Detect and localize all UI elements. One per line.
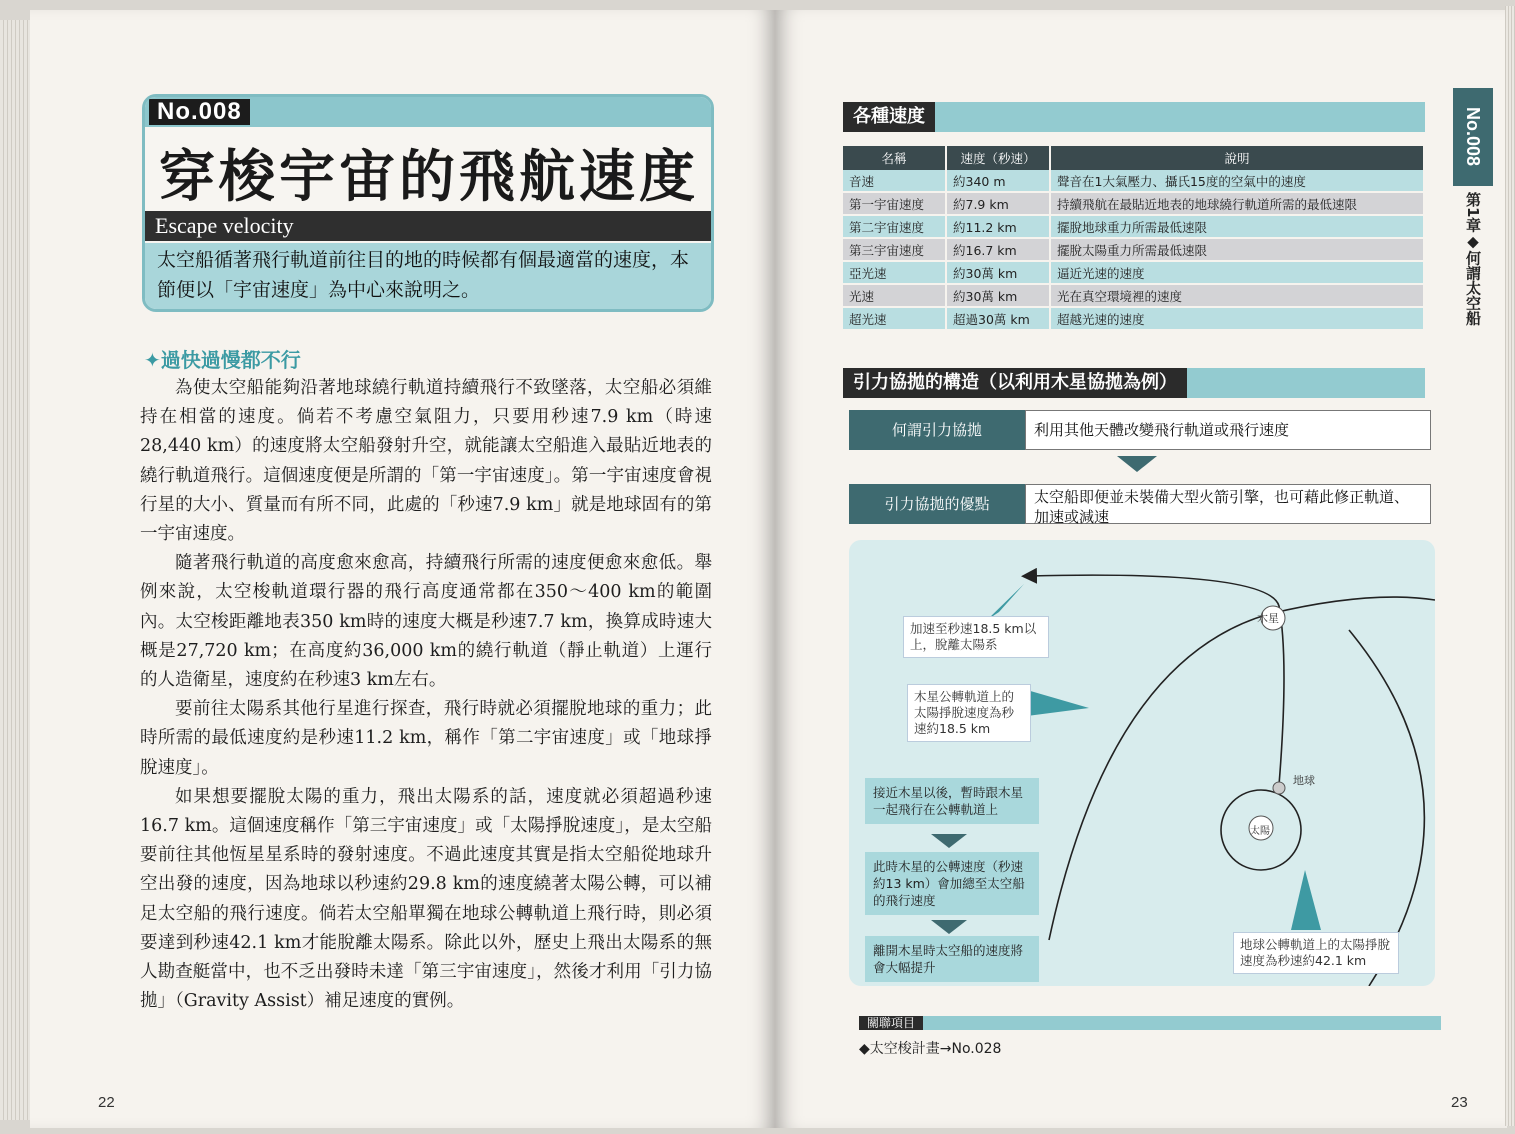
jupiter-orbit-path [1049, 597, 1435, 940]
callout-acceleration: 加速至秒速18.5 km以上，脫離太陽系 [903, 616, 1049, 658]
definition-text: 太空船即便並未裝備大型火箭引擎，也可藉此修正軌道、加速或減速 [1025, 484, 1431, 524]
definition-label: 引力協拋的優點 [849, 484, 1025, 524]
table-cell: 超光速 [843, 307, 946, 330]
side-number: No.008 [1453, 88, 1493, 186]
table-cell: 光在真空環境裡的速度 [1050, 284, 1424, 307]
table-cell: 亞光速 [843, 261, 946, 284]
table-cell: 聲音在1大氣壓力、攝氏15度的空氣中的速度 [1050, 170, 1424, 192]
table-row [843, 261, 1424, 284]
table-cell: 約7.9 km [946, 192, 1050, 215]
related-link[interactable]: ◆太空梭計畫→No.028 [859, 1041, 1002, 1057]
english-subtitle: Escape velocity [145, 211, 711, 241]
gravity-section-title: 引力協拋的構造（以利用木星協拋為例） [843, 368, 1187, 398]
page-number-right: 23 [1451, 1094, 1468, 1111]
table-row [843, 284, 1424, 307]
table-header-row [843, 146, 1424, 170]
section-heading: ✦過快過慢都不行 [144, 348, 301, 372]
table-cell: 第三宇宙速度 [843, 238, 946, 261]
table-cell: 第二宇宙速度 [843, 215, 946, 238]
page-title: 穿梭宇宙的飛航速度 [159, 145, 699, 210]
related-title: 關聯項目 [859, 1016, 923, 1030]
table-cell: 第一宇宙速度 [843, 192, 946, 215]
callout-pointer [987, 584, 1024, 620]
table-header: 說明 [1050, 146, 1424, 170]
side-tab [1453, 88, 1493, 358]
left-page [30, 10, 775, 1128]
gravity-section-bar [843, 368, 1425, 398]
table-cell: 持續飛航在最貼近地表的地球繞行軌道所需的最低速限 [1050, 192, 1424, 215]
table-cell: 逼近光速的速度 [1050, 261, 1424, 284]
speed-table [843, 146, 1425, 331]
spacecraft-trajectory [1029, 575, 1284, 785]
side-chapter: 第1章◆何謂太空船 [1464, 192, 1482, 326]
table-row [843, 307, 1424, 330]
body-text [140, 374, 712, 1016]
table-header: 速度（秒速） [946, 146, 1050, 170]
number-badge: No.008 [149, 99, 250, 125]
paragraph-4: 如果想要擺脫太陽的重力，飛出太陽系的話，速度就必須超過秒速16.7 km。這個速度稱作「第三宇宙速度」或「太陽掙脫速度」，是太空船要前往其他恆星星系時的發射速度。不過此速度其實是指太空船從地球升空出發的速度，因為地球以秒速約29.8 km的速度繞著太陽公轉，可以補足太空船的飛行速度。倘若太空船單獨在地球公轉軌道上飛行時，則必須要達到秒速42.1 km才能脫離太陽系。除此以外，歷史上飛出太陽系的無人勘查艇當中，也不乏出發時未達「第三宇宙速度」，然後才利用「引力協拋」（Gravity Assist）補足速度的實例。 [140, 786, 712, 1012]
callout-pointer [1291, 870, 1321, 930]
earth-marker [1273, 782, 1285, 794]
table-cell: 約340 m [946, 170, 1050, 192]
related-bar [859, 1016, 1441, 1030]
speed-section-bar [843, 102, 1425, 132]
table-cell: 光速 [843, 284, 946, 307]
table-cell: 約11.2 km [946, 215, 1050, 238]
callout-jupiter-orbit: 木星公轉軌道上的太陽掙脫速度為秒速約18.5 km [907, 684, 1031, 742]
paragraph-1: 為使太空船能夠沿著地球繞行軌道持續飛行不致墜落，太空船必須維持在相當的速度。倘若不考慮空氣阻力，只要用秒速7.9 km（時速28,440 km）的速度將太空船發射升空，就能讓太空船進入最貼近地表的繞行軌道飛行。這個速度便是所謂的「第一宇宙速度」。第一宇宙速度會視行星的大小、質量而有所不同，此處的「秒速7.9 km」就是地球固有的第一宇宙速度。 [140, 378, 712, 545]
table-header: 名稱 [843, 146, 946, 170]
paragraph-3: 要前往太陽系其他行星進行探查，飛行時就必須擺脫地球的重力；此時所需的最低速度約是秒速11.2 km，稱作「第二宇宙速度」或「地球掙脫速度」。 [140, 699, 712, 778]
page-number-left: 22 [98, 1094, 115, 1111]
table-row [843, 238, 1424, 261]
label-earth: 地球 [1293, 774, 1315, 787]
table-cell: 音速 [843, 170, 946, 192]
book-page-edges-left [0, 20, 32, 1120]
label-jupiter: 木星 [1257, 612, 1279, 625]
book-page-edges-right [1505, 6, 1515, 1126]
title-box [142, 94, 714, 312]
gravity-assist-diagram [849, 540, 1435, 986]
table-cell: 超越光速的速度 [1050, 307, 1424, 330]
step-approach: 接近木星以後，暫時跟木星一起飛行在公轉軌道上 [865, 778, 1039, 824]
down-arrow-icon [1117, 456, 1157, 472]
paragraph-2: 隨著飛行軌道的高度愈來愈高，持續飛行所需的速度便愈來愈低。舉例來說，太空梭軌道環行器的飛行高度通常都在350～400 km的範圍內。太空梭距離地表350 km時的速度大概是秒速7.7 km，換算成時速大概是27,720 km；在高度約36,000 km的繞行軌道（靜止軌道）上運行的人造衛星，速度約在秒速3 km左右。 [140, 553, 712, 691]
table-row [843, 215, 1424, 238]
speed-section-title: 各種速度 [843, 102, 935, 132]
table-row [843, 192, 1424, 215]
table-row [843, 170, 1424, 192]
table-cell: 約30萬 km [946, 261, 1050, 284]
step-add-speed: 此時木星的公轉速度（秒速約13 km）會加總至太空船的飛行速度 [865, 852, 1039, 915]
callout-earth-orbit: 地球公轉軌道上的太陽掙脫速度為秒速約42.1 km [1233, 932, 1399, 974]
table-cell: 超過30萬 km [946, 307, 1050, 330]
down-arrow-icon [931, 834, 967, 848]
table-cell: 約16.7 km [946, 238, 1050, 261]
right-page [775, 10, 1507, 1128]
table-cell: 約30萬 km [946, 284, 1050, 307]
definition-label: 何謂引力協拋 [849, 410, 1025, 450]
related-items [859, 1016, 1441, 1058]
step-leave: 離開木星時太空船的速度將會大幅提升 [865, 936, 1039, 982]
label-sun: 太陽 [1250, 826, 1270, 837]
table-cell: 擺脫太陽重力所需最低速限 [1050, 238, 1424, 261]
table-cell: 擺脫地球重力所需最低速限 [1050, 215, 1424, 238]
callout-pointer [1027, 690, 1089, 716]
definition-text: 利用其他天體改變飛行軌道或飛行速度 [1025, 410, 1431, 450]
down-arrow-icon [931, 920, 967, 934]
intro-text: 太空船循著飛行軌道前往目的地的時候都有個最適當的速度，本節便以「宇宙速度」為中心來說明之。 [145, 243, 711, 309]
